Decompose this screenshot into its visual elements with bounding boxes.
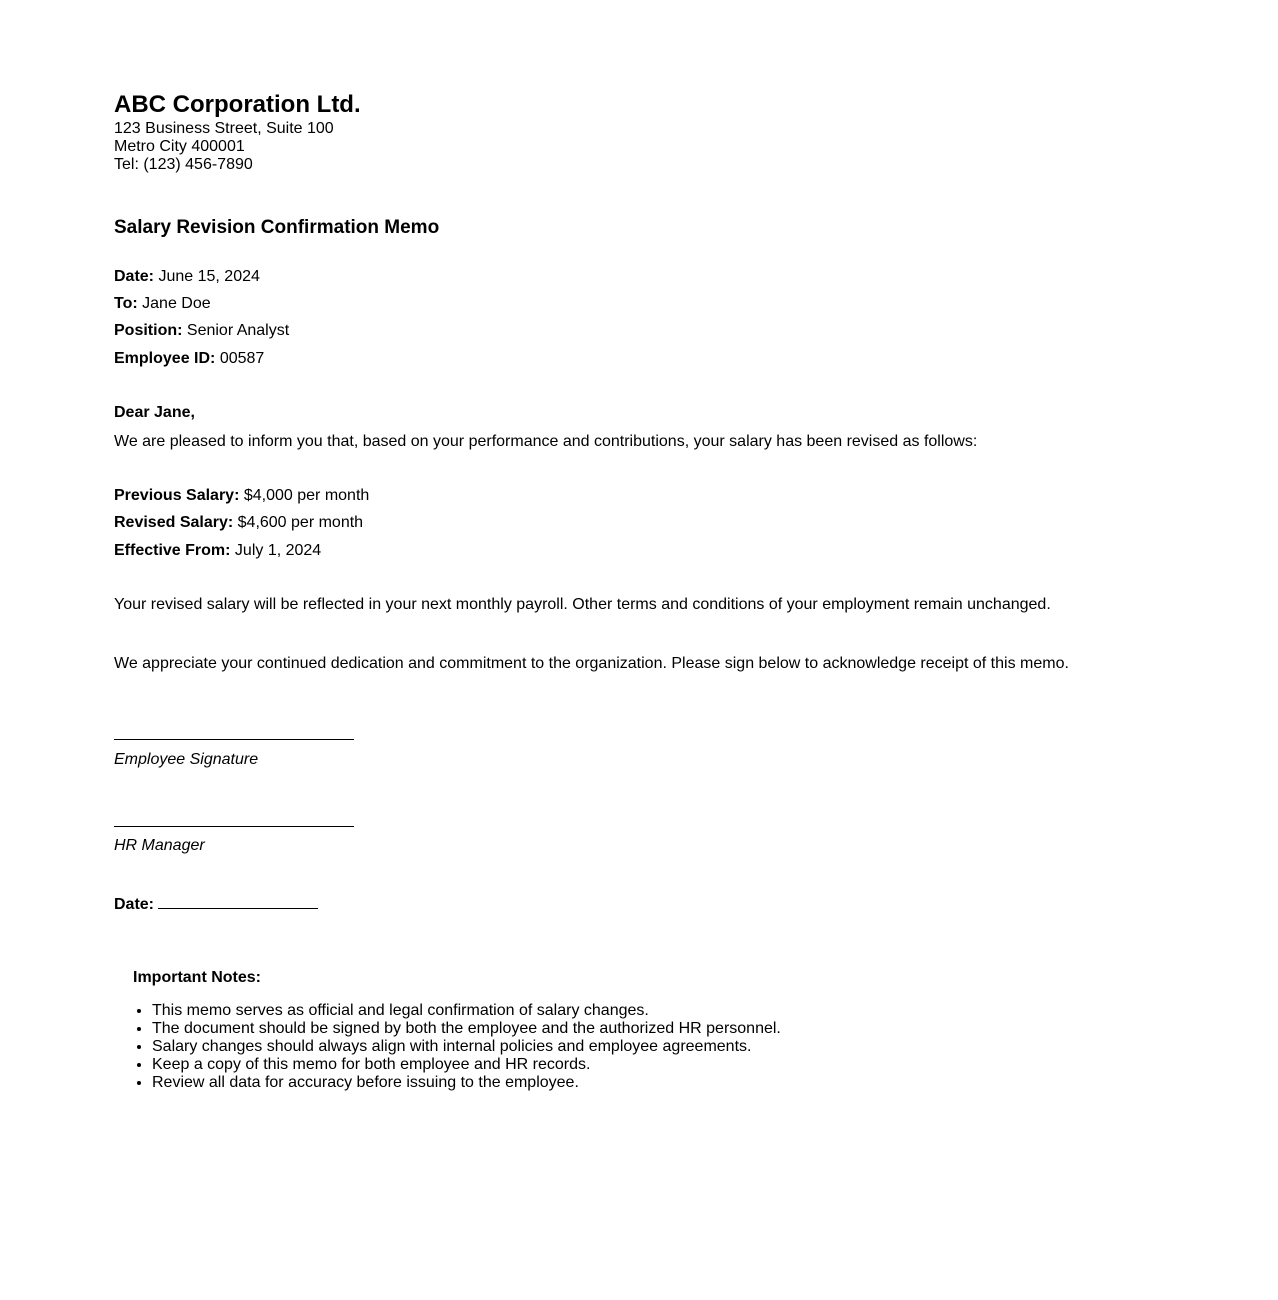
intro-paragraph: We are pleased to inform you that, based on your performance and contributions, your salary has been revised as follows: [114, 433, 978, 450]
company-address-line2: Metro City 400001 [114, 138, 245, 155]
closing-paragraph: We appreciate your continued dedication and commitment to the organization. Please sign below to acknowledge receipt of this memo. [114, 655, 1069, 672]
memo-date-value: June 15, 2024 [158, 268, 260, 285]
important-notes [133, 968, 781, 1092]
memo-to-label: To: [114, 295, 138, 312]
signature-date-label: Date: [114, 896, 155, 913]
list-item: • This memo serves as official and legal confirmation of salary changes. [152, 1002, 781, 1020]
memo-to-value: Jane Doe [142, 295, 211, 312]
memo-title: Salary Revision Confirmation Memo [114, 217, 440, 238]
memo-position-label: Position: [114, 322, 183, 339]
previous-salary-row [114, 486, 369, 506]
memo-position-value: Senior Analyst [186, 322, 290, 339]
effective-from-row [114, 541, 321, 561]
previous-salary-label: Previous Salary: [114, 487, 240, 504]
important-notes-list [133, 1002, 781, 1092]
revised-salary-row [114, 513, 363, 533]
list-item: • Keep a copy of this memo for both employee and HR records. [152, 1056, 781, 1074]
list-item: • The document should be signed by both the employee and the authorized HR personnel. [152, 1020, 781, 1038]
company-name: ABC Corporation Ltd. [114, 91, 361, 118]
memo-to-row [114, 294, 211, 314]
revised-salary-label: Revised Salary: [114, 514, 234, 531]
greeting: Dear Jane, [114, 404, 195, 421]
previous-salary-value: $4,000 per month [243, 487, 370, 504]
memo-employee-id-value: 00587 [219, 350, 265, 367]
memo-employee-id-label: Employee ID: [114, 350, 216, 367]
list-item: • Salary changes should always align with internal policies and employee agreements. [152, 1038, 781, 1056]
memo-document [114, 90, 1214, 1091]
company-phone: Tel: (123) 456-7890 [114, 156, 253, 173]
hr-signature-label: HR Manager [114, 837, 205, 854]
signature-date-blank-line [158, 894, 318, 909]
memo-date-row [114, 267, 260, 287]
payroll-note-paragraph: Your revised salary will be reflected in your next monthly payroll. Other terms and conditions of your employment remain unchanged. [114, 596, 1051, 613]
company-address-line1: 123 Business Street, Suite 100 [114, 120, 334, 137]
revised-salary-value: $4,600 per month [237, 514, 364, 531]
company-header [114, 90, 1214, 174]
memo-employee-id-row [114, 349, 264, 369]
memo-position-row [114, 321, 289, 341]
important-notes-title: Important Notes: [133, 969, 261, 986]
employee-signature-line [114, 739, 354, 740]
hr-signature-line [114, 826, 354, 827]
signature-date-row [114, 894, 318, 915]
list-item: • Review all data for accuracy before issuing to the employee. [152, 1074, 781, 1092]
employee-signature-label: Employee Signature [114, 751, 259, 768]
effective-from-value: July 1, 2024 [234, 542, 322, 559]
memo-date-label: Date: [114, 268, 155, 285]
effective-from-label: Effective From: [114, 542, 231, 559]
